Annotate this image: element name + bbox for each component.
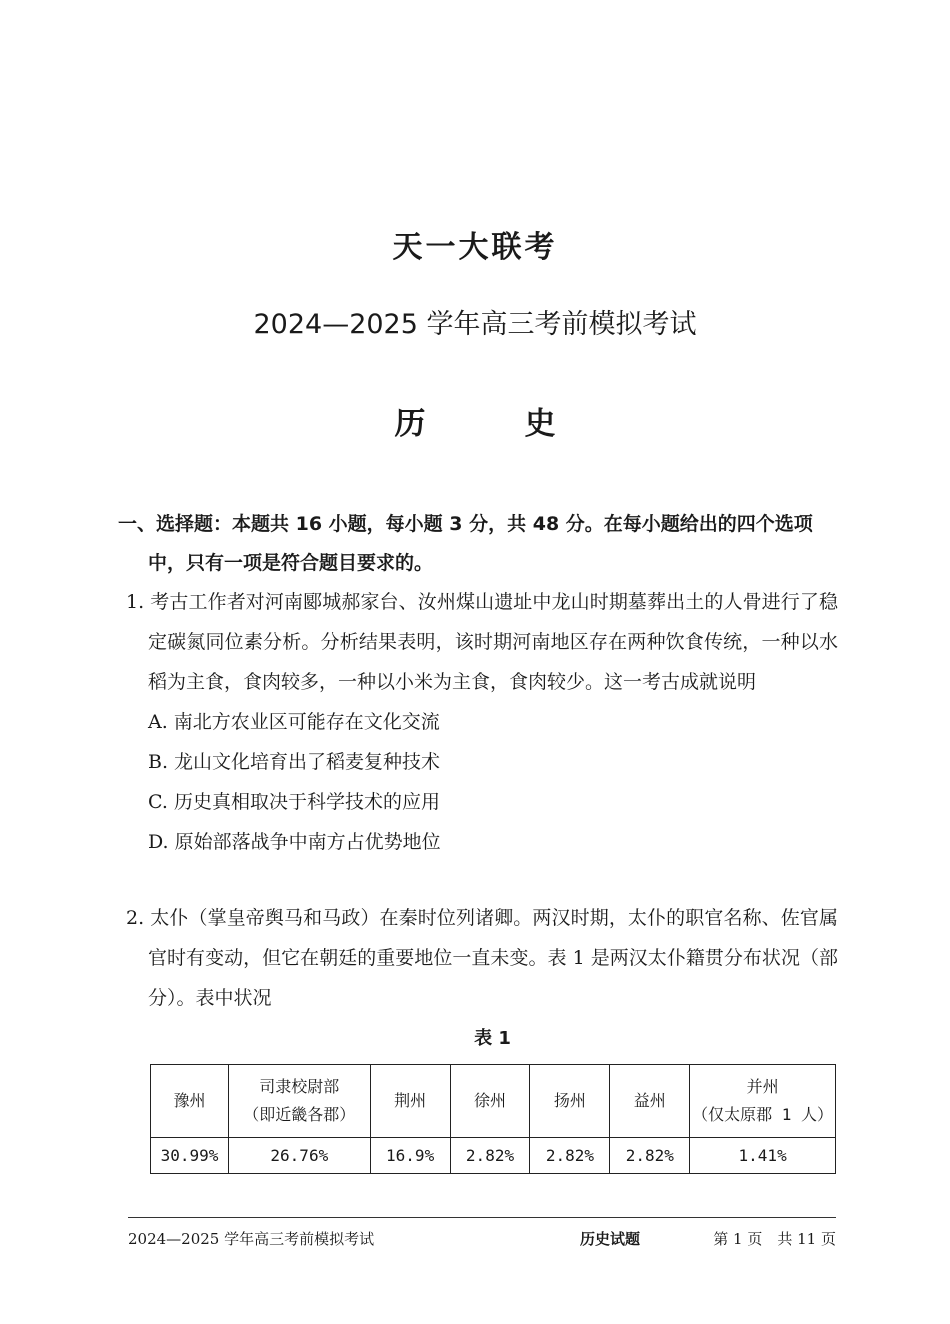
data-table xyxy=(150,1064,836,1174)
header-cell: 并州 （仅太原郡 1 人） xyxy=(690,1065,836,1138)
header-cell: 豫州 xyxy=(151,1065,229,1138)
question-1 xyxy=(126,582,838,862)
footer-exam-name: 2024—2025 学年高三考前模拟考试 xyxy=(128,1230,375,1248)
section-heading-line2: 中，只有一项是符合题目要求的。 xyxy=(148,552,434,574)
value-cell: 30.99% xyxy=(151,1138,229,1174)
option-d: D. 原始部落战争中南方占优势地位 xyxy=(148,831,441,853)
question-2 xyxy=(126,898,838,1018)
org-title: 天一大联考 xyxy=(392,230,558,265)
section-heading xyxy=(118,505,840,583)
exam-title: 2024—2025 学年高三考前模拟考试 xyxy=(253,309,697,340)
value-cell: 26.76% xyxy=(228,1138,370,1174)
header-cell: 益州 xyxy=(610,1065,690,1138)
section-heading-line1: 一、选择题：本题共 16 小题，每小题 3 分，共 48 分。在每小题给出的四个选项 xyxy=(118,513,813,535)
footer-subject: 历史试题 xyxy=(580,1230,641,1248)
value-cell: 2.82% xyxy=(450,1138,530,1174)
page-footer xyxy=(128,1228,836,1248)
question-2-stem: 2. 太仆（掌皇帝舆马和马政）在秦时位列诸卿。两汉时期，太仆的职官名称、佐官属官时有变动，但它在朝廷的重要地位一直未变。表 1 是两汉太仆籍贯分布状况（部分）。表中状况 xyxy=(126,907,838,1009)
header-cell: 司隶校尉部 （即近畿各郡） xyxy=(228,1065,370,1138)
header-cell: 徐州 xyxy=(450,1065,530,1138)
option-b: B. 龙山文化培育出了稻麦复种技术 xyxy=(148,751,441,773)
value-cell: 1.41% xyxy=(690,1138,836,1174)
option-a: A. 南北方农业区可能存在文化交流 xyxy=(148,711,440,733)
value-cell: 2.82% xyxy=(530,1138,610,1174)
header-cell: 扬州 xyxy=(530,1065,610,1138)
footer-page-number: 第 1 页 共 11 页 xyxy=(713,1230,836,1248)
subject-title: 历 史 xyxy=(394,406,590,442)
table-caption: 表 1 xyxy=(474,1028,511,1049)
table-header-row xyxy=(151,1065,836,1138)
value-cell: 2.82% xyxy=(610,1138,690,1174)
option-c: C. 历史真相取决于科学技术的应用 xyxy=(148,791,440,813)
header-cell: 荆州 xyxy=(370,1065,450,1138)
question-1-stem: 1. 考古工作者对河南郾城郝家台、汝州煤山遗址中龙山时期墓葬出土的人骨进行了稳定碳氮同位素分析。分析结果表明，该时期河南地区存在两种饮食传统，一种以水稻为主食，食肉较多，一种以小米为主食，食肉较少。这一考古成就说明 xyxy=(126,591,838,693)
value-cell: 16.9% xyxy=(370,1138,450,1174)
table-row xyxy=(151,1138,836,1174)
footer-divider xyxy=(128,1217,836,1218)
